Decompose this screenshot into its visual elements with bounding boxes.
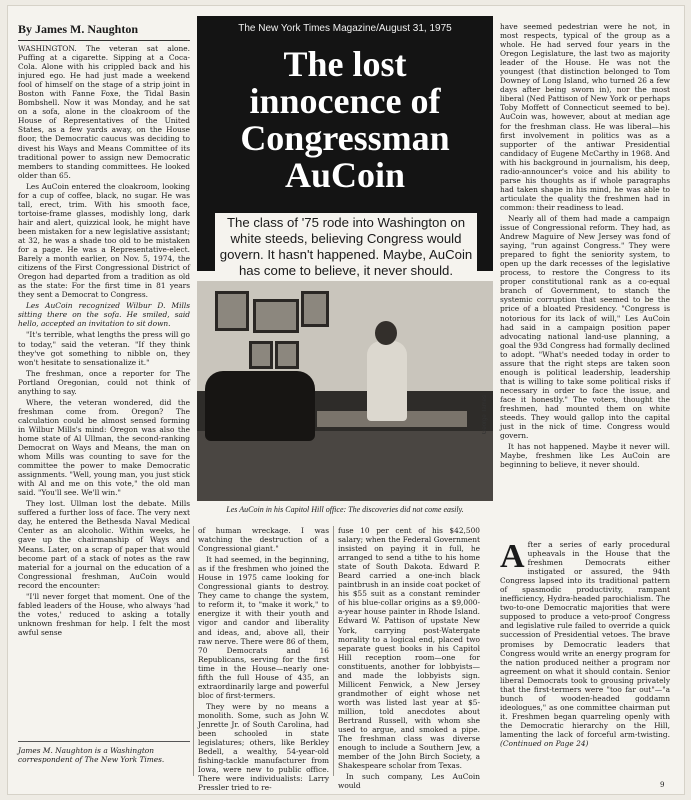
paragraph: "It's terrible, what lengths the press will go to today," said the veteran. "If they think they've got something to nibble on, they won't hesitate to sensationalize it." <box>18 330 190 367</box>
magazine-line: The New York Times Magazine/August 31, 1975 <box>238 23 452 34</box>
headline: The lost innocence of Congressman AuCoin <box>240 44 450 195</box>
office-photo <box>197 281 493 501</box>
jump-line: (Continued on Page 24) <box>500 739 589 749</box>
author-note: James M. Naughton is a Washington correspondent of The New York Times. <box>18 741 190 764</box>
column-rule <box>333 526 334 776</box>
column-4 <box>500 22 670 534</box>
paragraph: have seemed pedestrian were he not, in most respects, typical of the group as a whole. He had served four years in the Oregon Legislature, the last two as majority leader of the House. He was not the youngest (that distinction belonged to Tom Downey of Long Island, who turned 26 a few days after being sworn in), nor the most liberal (Ned Pattison of New York or perhaps Toby Moffett of Connecticut seemed to be). AuCoin was, however, about at median age for the freshman class. He was liberal—his first involvement in politics was as a supporter of the antiwar Presidential candidacy of Eugene McCarthy in 1968. And with his background in journalism, his deep, radio-announcer's voice and his ability to parse his thoughts as if whole paragraphs had taken shape in his mind, he was able to articulate the quality the freshmen had in common: their readiness to lead. <box>500 22 670 212</box>
picture-frame <box>275 341 299 369</box>
paragraph: Les AuCoin entered the cloakroom, looking for a cup of coffee, black, no sugar. He was tall, erect, trim. With his smooth face, tortoise-frame glasses, modishly long, dark hair and alert, quizzical look, he might have been mistaken for a new legislative assistant; at 32, he was a shade too old to be mistaken for a page. He was a Representative-elect. Barely a month earlier, on Nov. 5, 1974, the citizens of the First Congressional District of Oregon had departed from a tradition as old as the state: For the first time in 81 years they sent a Democrat to Congress. <box>18 181 190 300</box>
paragraph: fter a series of early procedural upheavals in the House that the freshmen Democrats either instigated or assured, the 94th Congress lapsed into its traditional pattern of spasmodic productivity, rampant inefficiency, Hydra-headed parochialism. The two-to-one Democratic majorities that were supposed to produce a veto-proof Congress and legislative rule failed to override a quick succession of Presidential vetoes. The brave promises by Democratic leaders that Congress would write an energy program for the nation produced neither a program nor agreement on what it should contain. Senior liberal Democrats took to grousing privately that the first-termers were "too far out"—"a bunch of wooden-headed goddamn ideologues," as one committee chairman put it. Freshmen began quarreling openly with the Democratic hierarchy on the Hill, lamenting the lack of forceful arm-twisting. <box>500 540 670 739</box>
photo-caption: Les AuCoin in his Capitol Hill office: The discoveries did not come easily. <box>226 505 464 514</box>
paragraph: It had seemed, in the beginning, as if the freshmen who joined the House in 1975 came looking for Congressional giants to destroy. They came to change the system, to reform it, to "make it work," to energize it with their youth and vigor and candor and liberality and ideas, and, above all, their raw nerve. There were 86 of them, 70 Democrats and 16 Republicans, serving for the first time in the House—nearly one-fifth the full House of 435, an extraordinarily large and powerful bloc of first-termers. <box>198 555 329 700</box>
picture-frame <box>301 291 329 327</box>
column-rule <box>193 526 194 776</box>
byline: By James M. Naughton <box>18 22 190 41</box>
paragraph: fuse 10 per cent of his $42,500 salary; when the Federal Government insisted on paying it in full, he arranged to send a tithe to his home state of South Dakota. Edward P. Beard carried a one-inch black paintbrush in an inside coat pocket of his $55 suit as a constant reminder of his blue-collar origins as a $9,000-a-year house painter in Rhode Island. Edward W. Pattison of upstate New York, carrying post-Watergate morality to a logical end, placed two separate guest books in his Capitol Hill reception room—one for constituents, another for lobbyists—and made the lobbyists sign. Millicent Fenwick, a New Jersey grandmother of eight whose net worth was listed last year at $5-million, told anecdotes about Bertrand Russell, with whom she used to argue, and smoked a pipe. The freshman class was diverse enough to include a Southern Jew, a member of the John Birch Society, a Shakespeare scholar from Texas. <box>338 526 480 771</box>
photo-person <box>367 341 407 421</box>
deck: The class of '75 rode into Washington on white steeds, believing Congress would govern. It hasn't happened. Maybe, AuCoin has come to believe, it never should. <box>215 213 477 283</box>
column-2 <box>198 526 329 793</box>
photo-sofa <box>205 371 315 441</box>
drop-cap: A <box>500 538 525 575</box>
paragraph: "I'll never forget that moment. One of the fabled leaders of the House, who always 'had the votes,' reduced to asking a totally unknown freshman for help. I felt the most awful sense <box>18 591 190 637</box>
paragraph: It has not happened. Maybe it never will. Maybe, freshmen like Les AuCoin are beginning to believe, it never should. <box>500 442 670 470</box>
photo-credit: George Tames <box>482 395 488 435</box>
column-1 <box>18 44 190 738</box>
column-5 <box>500 540 670 778</box>
paragraph: They lost. Ullman lost the debate. Mills suffered a further loss of face. The very next day, he entered the Bethesda Naval Medical Center as an alcoholic. Within weeks, he gave up the chairmanship of Ways and Means. Later, on a scrap of paper that would become part of a stack of notes as the raw material for a journal on the education of a Congressional freshman, AuCoin would record the encounter: <box>18 499 190 590</box>
paragraph: of human wreckage. I was watching the destruction of a Congressional giant." <box>198 526 329 554</box>
paragraph: The freshman, once a reporter for The Portland Oregonian, could not think of anything to say. <box>18 368 190 396</box>
picture-frame <box>215 291 249 331</box>
paragraph: Les AuCoin recognized Wilbur D. Mills sitting there on the sofa. He smiled, said hello, accepted an invitation to sit down. <box>18 301 190 329</box>
picture-frame <box>249 341 273 369</box>
paragraph: They were by no means a monolith. Some, such as John W. Jenrette Jr. of South Carolina, had been schooled in state legislatures; others, like Berkley Bedell, a wealthy, 54-year-old fishing-tackle manufacturer from Iowa, were new to public office. There were individualists: Larry Pressler tried to re- <box>198 701 329 793</box>
photo-floor <box>197 431 493 501</box>
photo-head <box>375 321 397 345</box>
page-number: 9 <box>660 781 665 789</box>
paragraph: Nearly all of them had made a campaign issue of Congressional reform. They had, as Andrew Maguire of New Jersey was fond of saying, "run against Congress." They were prepared to fight the seniority system, to open up the dark recesses of the legislative process, to restore the Congress to its proper constitutional rank as a co-equal branch of Government, to stanch the systemic corruption that seemed to be the price of a bloated Presidency. "Congress is notorious for its lack of will," Les AuCoin had said in a campaign position paper advocating national land-use planning, a goal the 93d Congress had formally declined to adopt. "What's needed today in order to assure that the right steps are taken soon enough is political leadership, leadership that is willing to take some political risks if necessary in order to face the issue, and face it honestly." The voters, thought the freshmen, had mounted them on white steeds. They would gallop into the capital just in the nick of time. Congress would govern. <box>500 213 670 441</box>
column-3 <box>338 526 480 791</box>
paragraph: Where, the veteran wondered, did the freshman come from. Oregon? The calculation could be almost sensed forming in Wilbur Mills's mind: Oregon was also the home state of Al Ullman, the second-ranking Democrat on Ways and Means, the man on whom Mills was counting to save for the committee the power to make Democratic assignments. "Well, young man, you just stick with Al and me on this vote," the old man said. "You'll see. We'll win." <box>18 397 190 498</box>
paragraph: In such company, Les AuCoin would <box>338 772 480 791</box>
paragraph: WASHINGTON. The veteran sat alone. Puffing at a cigarette. Sipping at a Coca-Cola. Alone with his crippled back and his injured ego. He had just made a weekend fool of himself on the stage of a strip joint in Boston with Fanne Foxe, the Tidal Basin Bombshell. Now it was Monday, and he sat on a sofa, alone in the cloakroom of the House of Representatives of the United States, as a few yards away, on the House floor, the Democratic caucus was deciding to divest his Ways and Means Committee of its traditional power to assign new Democratic members to standing committees. He looked older than 65. <box>18 44 190 180</box>
picture-frame <box>253 299 299 333</box>
